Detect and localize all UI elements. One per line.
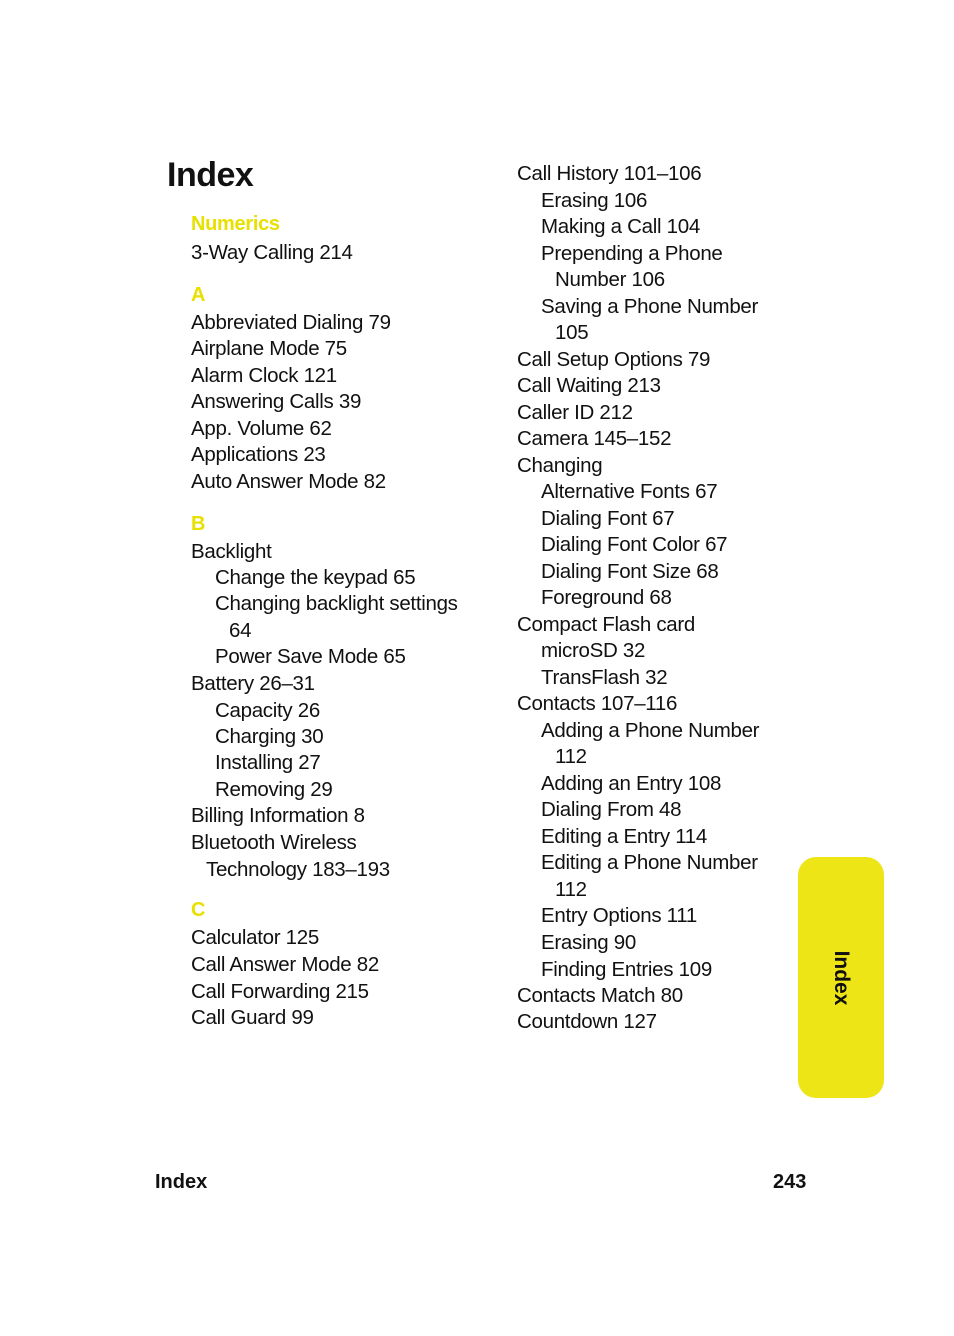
index-entry: Editing a Entry 114 [541,825,707,848]
index-entry: Billing Information 8 [191,804,365,827]
index-entry: Power Save Mode 65 [215,645,406,668]
index-entry: Erasing 90 [541,931,637,954]
index-entry: Finding Entries 109 [541,958,712,981]
index-letter-heading: C [191,899,206,921]
index-entry: Call Answer Mode 82 [191,953,380,976]
index-entry: Countdown 127 [517,1010,657,1033]
index-entry: Alarm Clock 121 [191,364,337,387]
index-entry: Erasing 106 [541,189,648,212]
index-entry: Dialing Font Color 67 [541,533,728,556]
index-letter-heading: Numerics [191,213,280,235]
section-tab [798,857,884,1098]
index-entry: Installing 27 [215,751,321,774]
index-entry: microSD 32 [541,639,646,662]
index-entry: Answering Calls 39 [191,390,362,413]
index-entry: Contacts 107–116 [517,692,678,715]
index-entry: Camera 145–152 [517,427,672,450]
index-entry: Changing [517,454,603,477]
footer-section-title: Index [155,1171,208,1193]
index-entry: Caller ID 212 [517,401,633,424]
section-tab-label: Index [830,950,853,1005]
index-entry: Calculator 125 [191,926,319,949]
index-entry: Capacity 26 [215,699,320,722]
index-entry: 105 [555,321,589,344]
index-entry: Charging 30 [215,725,324,748]
index-entry: Change the keypad 65 [215,566,416,589]
index-entry: Removing 29 [215,778,333,801]
index-entry: Editing a Phone Number [541,851,758,874]
index-entry: 112 [555,878,587,901]
index-entry: Adding an Entry 108 [541,772,722,795]
index-entry: Abbreviated Dialing 79 [191,311,391,334]
index-entry: 64 [229,619,252,642]
index-entry: Prepending a Phone [541,242,723,265]
index-entry: Making a Call 104 [541,215,700,238]
index-entry: Call History 101–106 [517,162,702,185]
index-entry: 112 [555,745,587,768]
index-entry: Number 106 [555,268,665,291]
index-entry: Entry Options 111 [541,904,697,927]
index-entry: Dialing Font Size 68 [541,560,719,583]
index-entry: Alternative Fonts 67 [541,480,718,503]
index-entry: Adding a Phone Number [541,719,760,742]
index-entry: Dialing Font 67 [541,507,675,530]
index-entry: 3-Way Calling 214 [191,241,353,264]
index-entry: App. Volume 62 [191,417,332,440]
index-entry: Dialing From 48 [541,798,682,821]
index-entry: Contacts Match 80 [517,984,683,1007]
index-entry: Technology 183–193 [206,858,390,881]
index-entry: Foreground 68 [541,586,672,609]
index-entry: TransFlash 32 [541,666,668,689]
index-entry: Changing backlight settings [215,592,458,615]
index-entry: Auto Answer Mode 82 [191,470,386,493]
index-entry: Battery 26–31 [191,672,315,695]
index-entry: Compact Flash card [517,613,696,636]
index-entry: Applications 23 [191,443,326,466]
index-entry: Call Guard 99 [191,1006,314,1029]
page-title: Index [167,156,254,194]
index-entry: Call Waiting 213 [517,374,661,397]
index-entry: Backlight [191,540,272,563]
index-entry: Airplane Mode 75 [191,337,347,360]
index-entry: Bluetooth Wireless [191,831,357,854]
index-letter-heading: A [191,284,206,306]
index-entry: Call Setup Options 79 [517,348,711,371]
index-entry: Saving a Phone Number [541,295,759,318]
footer-page-number: 243 [773,1171,807,1193]
index-entry: Call Forwarding 215 [191,980,369,1003]
index-letter-heading: B [191,513,206,535]
